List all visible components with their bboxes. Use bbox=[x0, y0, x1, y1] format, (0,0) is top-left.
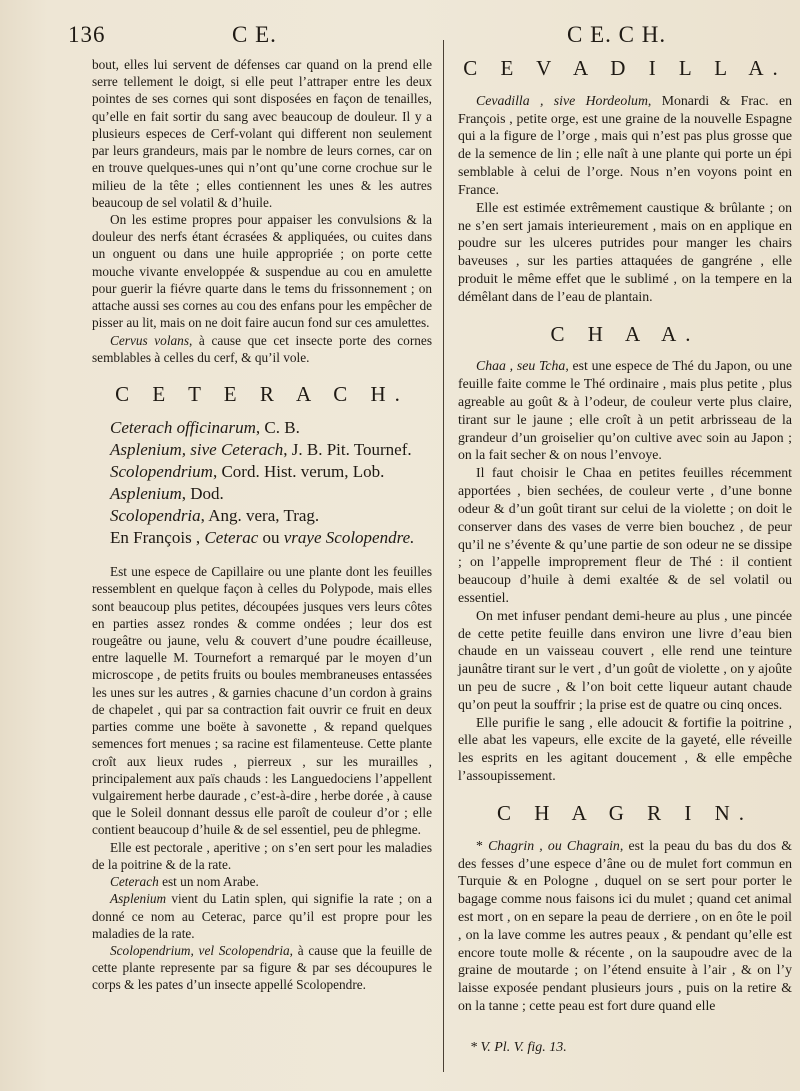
cevadilla-virtues: Elle est estimée extrêmement caustique & brûlante ; on ne s’en sert jamais interieurement , mais on en applique en poudre sur les ulceres putrides pour manger les chairs baveuses , sur les parties attaquées de gangréne , elle produit le même effet que le sublimé , on la tempere en la démêlant dans de l’eau de plantain. bbox=[458, 199, 792, 304]
french-name-line: En François , Ceterac ou vraye Scolopendre. bbox=[110, 528, 415, 548]
ceterach-virtues: Elle est pectorale , aperitive ; on s’en sert pour les maladies de la poitrine & de la rate. bbox=[92, 839, 432, 872]
synonym-line: Scolopendrium, Cord. Hist. verum, Lob. bbox=[110, 462, 385, 482]
chaa-title: C H A A. bbox=[550, 321, 700, 346]
synonym-line: Ceterach officinarum, C. B. bbox=[110, 418, 300, 438]
ceterach-description: Est une espece de Capillaire ou une plante dont les feuilles ressemblent en quelque façon à celles du Polypode, mais elles sont beaucoup plus petites, découpées jusques vers leurs côtes en parties assez rondes & comme ondées ; leur dos est rougeâtre ou jaune, velu & couvert d’une poudre écailleuse, entre laquelle M. Tournefort a remarqué par le moyen d’un microscope , de petits fruits ou boules membraneuses entassées les unes sur les autres , & garnies chacune d’un cordon à grains de chapelet , qui par sa contraction fait ouvrir ce fruit en deux parties comme une boëte à savonette , & repand quelques semences fort menues ; sa racine est filamenteuse. Cette plante croît aux lieux rudes , pierreux , sur les murailles , principalement aux païs chauds : les Languedociens l’appellent vulgairement herbe daurade , c’est-à-dire , herbe dorée , à cause que le Soleil donnant dessus elle paroît de couleur d’or ; elle contient beaucoup d’huile & de sel essentiel, peu de phlegme. bbox=[92, 564, 432, 838]
cevadilla-definition: Cevadilla , sive Hordeolum, Monardi & Frac. en François , petite orge, est une graine de la nouvelle Espagne qui a la figure de l’orge , mais qui n’est pas plus grosse que de la semence de lin ; elle naît à une plante qui porte un épi semblable à celui de l’orge. Nous n’en voyons point en France. bbox=[458, 92, 792, 197]
page-number: 136 bbox=[68, 22, 106, 47]
cervus-volans-paragraph bbox=[92, 332, 432, 366]
chagrin-definition: * Chagrin , ou Chagrain, est la peau du bas du dos & des fesses d’une espece d’âne ou de mulet fort commun en Turquie & en Pologne , duquel on se sert pour porter le bagage comme nous faisons ici du mulet ; quand cet animal est mort , on en separe la peau de derriere , on en ôte le poil , on la lave comme les autres peaux , & pendant qu’elle est encore toute molle & récente , on la saupoudre avec de la graine de moutarde ; on l’étend ensuite à l’air , & on l’y laisse exposée pendant plusieurs jours , puis on la retire & on la tanne ; cette peau est fort dure quand elle bbox=[458, 837, 792, 1013]
chaa-definition: Chaa , seu Tcha, est une espece de Thé du Japon, ou une feuille faite comme le Thé ordinaire , mais plus petite , plus agreable au goût & à l’odeur, de couleur verte plus claire, tirant sur le jaune ; elle croît à un petit arbrisseau de la grandeur d’un groiselier qu’on cultive avec soin au Japon ; on la fait secher & on nous l’envoye. bbox=[458, 358, 792, 463]
cervus-volans-text: , à cause que cet insecte porte des cornes semblables à celles du cerf, & qu’il vole. bbox=[92, 332, 432, 365]
cerf-volant-continuation: bout, elles lui servent de défenses car quand on la prend elle serre tellement le doigt, si elle peut l’attraper entre les deux pointes de ses cornes qui sont disposées en façon de tenailles, qu’elle en fait sortir du sang avec beaucoup de douleur. Il y a plusieurs especes de Cerf-volant qui different non seulement par leurs grandeurs, mais par le nombre de leurs cornes, car on en trouve quelques-unes qui n’ont qu’une corne crochue sur le milieu de la tête ; elles contiennent les unes & les autres beaucoup de sel volatil & d’huile. bbox=[92, 57, 432, 210]
cerf-volant-use: On les estime propres pour appaiser les convulsions & la douleur des nerfs étant écrasées & appliquées, ou cuites dans un onguent ou dans une huile appropriée ; on porte cette mouche vivante enveloppée & suspendue au cou en amulette pour guerir la fiévre quarte dans le tems du frissonnement ; on attache aussi ses cornes au cou des enfans pour les empêcher de pisser au lit, mais on ne doit faire aucun fond sur ces amulettes. bbox=[92, 211, 432, 331]
column-divider bbox=[443, 40, 444, 1072]
running-head-left: C E. bbox=[232, 22, 277, 47]
synonym-line: Scolopendria, Ang. vera, Trag. bbox=[110, 506, 320, 526]
cervus-volans-term: Cervus volans bbox=[110, 332, 189, 348]
ceterach-etymology-3: Scolopendrium, vel Scolopendria, à cause que la feuille de cette plante represente par sa figure & par ses découpures le corps & les pates d’un insecte appellé Scolopendre. bbox=[92, 942, 432, 993]
ceterach-title: C E T E R A C H. bbox=[115, 381, 409, 406]
running-head-right: C E. C H. bbox=[567, 22, 667, 47]
ceterach-etymology-2: Asplenium vient du Latin splen, qui signifie la rate ; on a donné ce nom au Ceterac, parce qu’il est propre pour les maladies de la rate. bbox=[92, 891, 432, 941]
synonym-line: Asplenium, sive Ceterach, J. B. Pit. Tournef. bbox=[110, 440, 412, 460]
ceterach-synonyms bbox=[92, 417, 432, 549]
right-column bbox=[458, 56, 792, 1015]
chaa-infuse: On met infuser pendant demi-heure au plus , une pincée de cette petite feuille dans environ une livre d’eau bien chaude en un vaisseau couvert , elle rend une teinture jaunâtre tirant sur le vert , d’un goût de violette , on y ajoûte un peu de sucre , & l’on boit cette liqueur autant chaude qu’on peut la souffrir ; la prise est de quatre ou cinq onces. bbox=[458, 607, 792, 712]
synonym-line: Asplenium, Dod. bbox=[110, 484, 224, 504]
cevadilla-title: C E V A D I L L A. bbox=[463, 56, 787, 80]
footnote: * V. Pl. V. fig. 13. bbox=[470, 1040, 567, 1055]
chaa-choose: Il faut choisir le Chaa en petites feuilles récemment apportées , bien sechées, de couleur verte , d’une bonne odeur & d’un goût tirant sur celui de la violette ; on doit le conserver dans des vases de verre bien bouchez , de peur qu’il ne s’évente & qu’une partie de son odeur ne se dissipe ; on l’appelle improprement fleur de Thé : il contient beaucoup d’huile à demi exaltée & de sel volatil ou essentiel. bbox=[458, 465, 792, 605]
chagrin-title: C H A G R I N. bbox=[496, 800, 754, 825]
chaa-virtues: Elle purifie le sang , elle adoucit & fortifie la poitrine , elle abat les vapeurs, elle excite de la gayeté, elle réveille les esprits en les agitant doucement , & elle empêche l’assoupissement. bbox=[458, 714, 792, 784]
ceterach-etymology-1: Ceterach est un nom Arabe. bbox=[110, 874, 259, 890]
left-column bbox=[92, 56, 432, 994]
